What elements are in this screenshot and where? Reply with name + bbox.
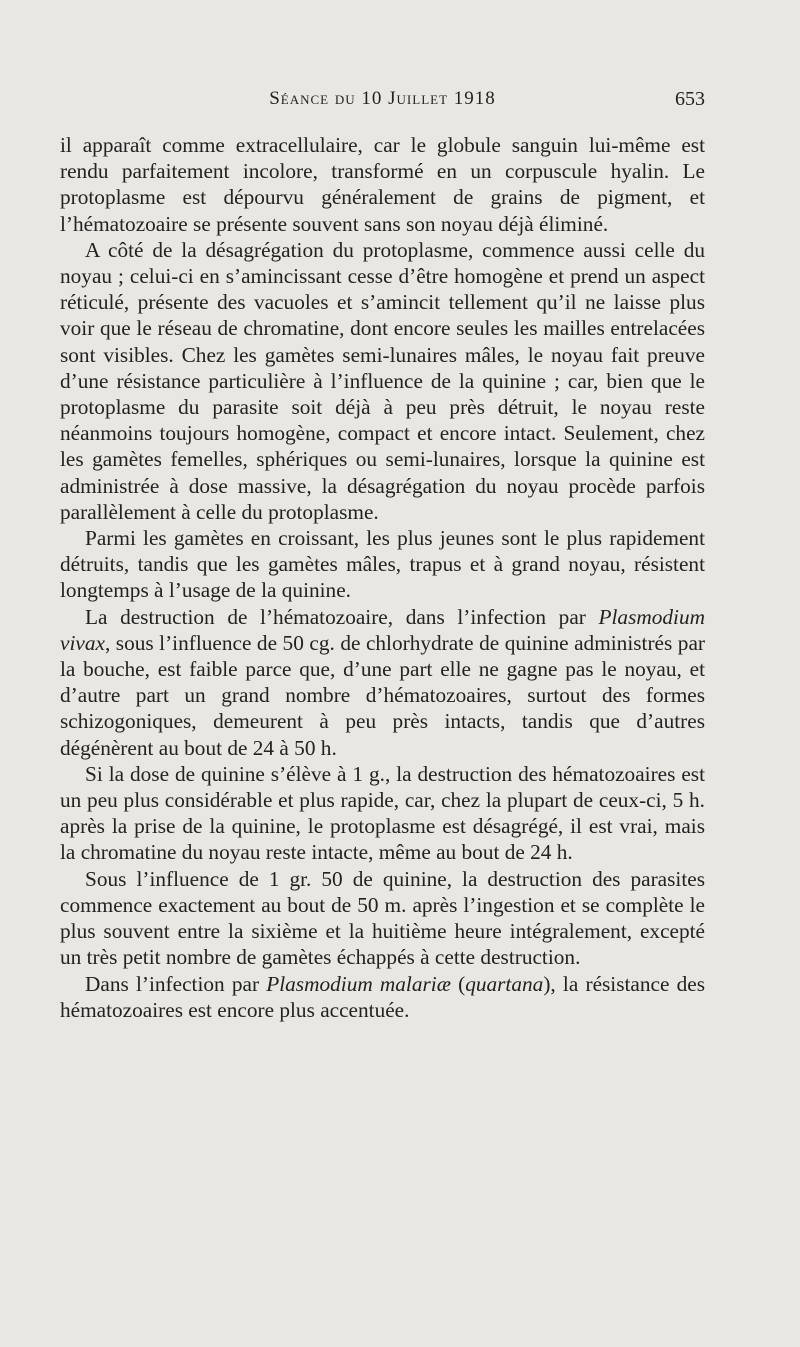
text-run: ( bbox=[450, 971, 466, 996]
paragraph bbox=[60, 525, 705, 604]
body-text bbox=[60, 132, 705, 1023]
text-run: ), la résistance des hématozoaires est encore plus accentuée. bbox=[60, 971, 706, 1022]
text-run: A côté de la désagrégation du protoplasme, commence aussi celle du noyau ; celui-ci en s’amincissant cesse d’être homogène et prend un aspect réticulé, présente des vacuoles et s’amincit tellement qu’il ne laisse plus voir que le réseau de chromatine, dont encore seules les mailles entrelacées sont visibles. Chez les gamètes semi-lunaires mâles, le noyau fait preuve d’une résistance particulière à l’influence de la quinine ; car, bien que le protoplasme du parasite soit déjà à peu près détruit, le noyau reste néanmoins toujours homogène, compact et encore intact. Seulement, chez les gamètes femelles, sphériques ou semi-lunaires, lorsque la quinine est administrée à dose massive, la désagrégation du noyau procède parfois parallèlement à celle du protoplasme. bbox=[60, 237, 705, 524]
text-run: Parmi les gamètes en croissant, les plus jeunes sont le plus rapidement détruits, tandis que les gamètes mâles, trapus et à grand noyau, résistent longtemps à l’usage de la quinine. bbox=[60, 526, 705, 603]
italic-text: quartana bbox=[465, 971, 544, 996]
paragraph bbox=[60, 761, 705, 866]
paragraph bbox=[60, 866, 705, 971]
page-number: 653 bbox=[675, 88, 705, 110]
italic-text: Plasmodium vivax bbox=[60, 604, 705, 655]
text-run: Sous l’influence de 1 gr. 50 de quinine, la destruction des parasites commence exactement au bout de 50 m. après l’ingestion et se complète le plus souvent entre la sixième et la huitième heure intégralement, excepté un très petit nombre de gamètes échappés à cette destruction. bbox=[60, 866, 705, 970]
running-head bbox=[60, 88, 705, 114]
text-run: Si la dose de quinine s’élève à 1 g., la destruction des hématozoaires est un peu plus considérable et plus rapide, car, chez la plupart de ceux-ci, 5 h. après la prise de la quinine, le protoplasme est désagrégé, il est vrai, mais la chromatine du noyau reste intacte, même au bout de 24 h. bbox=[60, 761, 705, 865]
paragraph bbox=[60, 237, 705, 525]
text-run: il apparaît comme extracellulaire, car le globule sanguin lui-même est rendu parfaitement incolore, transformé en un corpuscule hyalin. Le protoplasme est dépourvu généralement de grains de pigment, et l’hématozoaire se présente souvent sans son noyau déjà éliminé. bbox=[60, 133, 705, 236]
paragraph bbox=[60, 971, 705, 1023]
paragraph bbox=[60, 132, 705, 237]
running-head-title: Séance du 10 Juillet 1918 bbox=[269, 88, 496, 109]
text-run: , sous l’influence de 50 cg. de chlorhydrate de quinine administrés par la bouche, est faible parce que, d’une part elle ne gagne pas le noyau, et d’autre part un grand nombre d’hématozoaires, surtout des formes schizogoniques, demeurent à peu près intacts, tandis que d’autres dégénèrent au bout de 24 à 50 h. bbox=[60, 630, 705, 760]
text-run: La destruction de l’hématozoaire, dans l’infection par bbox=[85, 604, 599, 629]
italic-text: Plasmodium malariæ bbox=[266, 971, 451, 996]
text-run: Dans l’infection par bbox=[85, 971, 267, 996]
paragraph bbox=[60, 604, 705, 761]
